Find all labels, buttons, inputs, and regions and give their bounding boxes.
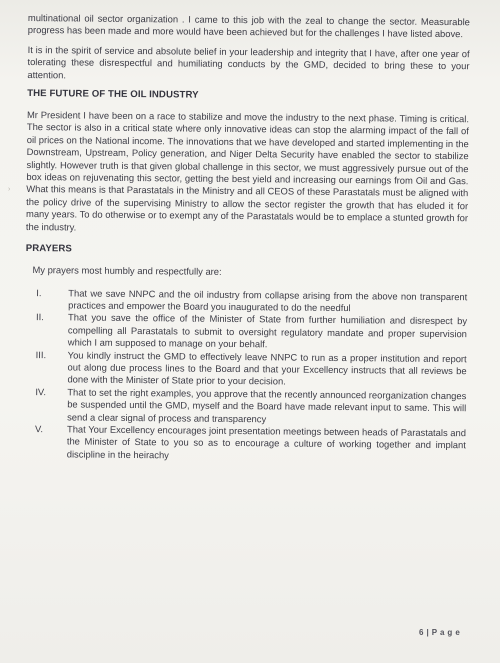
future-paragraph: Mr President I have been on a race to stabilize and move the industry to the next phase. Timing is critical. The sector is also in a critical state where only innovative ideas can stop the alarming impact of the fall of oil prices on the National income. The innovations that we have developed and started implementing in the Downstream, Upstream, Policy generation, and Niger Delta Security have enabled the sector to stabilize slightly. However truth is that given global challenge in this sector, we must aggressively pursue out of the box ideas on rejuvenating this sector, getting the best yield and increasing our earnings from Oil and Gas. What this means is that Parastatals in the Ministry and all CEOS of these Parastatals must be aligned with the policy drive of the supervising Ministry to allow the sector register the growth that has eluded it for many years. To do otherwise or to exempt any of the Parastatals would be to emplace a stunted growth for the industry. xyxy=(25,109,470,233)
prayer-text: That Your Excellency encourages joint presentation meetings between heads of Parastatals and the Minister of State to you so as to encourage a culture of working together and implant discipline in the heirachy xyxy=(66,423,467,461)
prayer-number: I. xyxy=(36,286,42,298)
section-heading-future: THE FUTURE OF THE OIL INDUSTRY xyxy=(27,88,199,101)
prayer-item xyxy=(24,349,466,390)
prayer-text: That to set the right examples, you approve that the recently announced reorganization changes be suspended until the GMD, myself and the Board have made relevant input to same. This will send a clear signal of process and transparency xyxy=(67,386,467,424)
prayer-number: V. xyxy=(34,423,44,435)
page-number: 6 | P a g e xyxy=(419,628,461,637)
section-heading-prayers: PRAYERS xyxy=(25,243,72,255)
prayers-intro: My prayers most humbly and respectfully are: xyxy=(32,264,222,277)
margin-mark: › xyxy=(8,186,11,193)
prayer-item xyxy=(24,423,466,464)
prayer-number: III. xyxy=(35,348,47,360)
prayer-text: That you save the office of the Minister of State from further humiliation and disrespect by compelling all Parastatals to submit to oversight regulatory mandate and proper supervision which I am supposed to manage on your behalf. xyxy=(67,311,468,350)
intro-paragraph-1: multinational oil sector organization . I came to this job with the zeal to change the sector. Measurable progress has been made and more would have been achieved but for the challenges I have listed above. xyxy=(27,12,470,40)
prayer-text: You kindly instruct the GMD to effectively leave NNPC to run as a proper institution and report out along due process lines to the Board and that your Excellency instructs that all reviews be done with the Minister of State prior to your decision. xyxy=(67,348,467,387)
prayers-list xyxy=(24,286,468,464)
prayer-item xyxy=(24,386,466,427)
prayer-item xyxy=(25,311,467,352)
prayer-number: IV. xyxy=(35,385,47,397)
prayer-number: II. xyxy=(36,311,44,323)
intro-paragraph-2: It is in the spirit of service and absolute belief in your leadership and integrity that I have, after one year of tolerating these disrespectful and humiliating conducts by the GMD, decided to bring these to your attention. xyxy=(27,43,470,80)
page-content xyxy=(24,12,470,464)
prayer-text: That we save NNPC and the oil industry from collapse arising from the above non transparent practices and empower the Board you inaugurated to do the needful xyxy=(68,286,468,314)
